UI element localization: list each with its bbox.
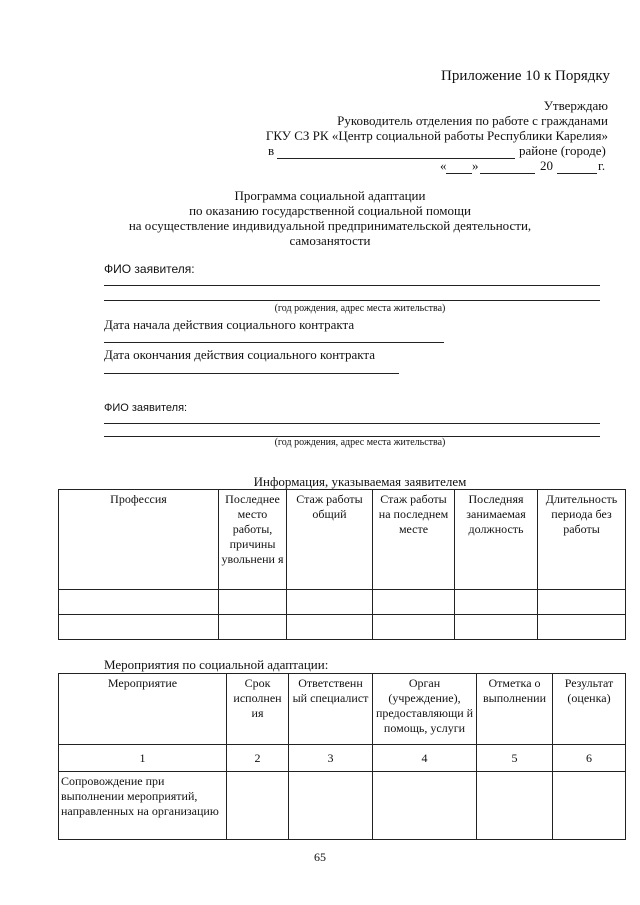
table-row <box>59 772 626 840</box>
page-number: 65 <box>314 850 326 864</box>
date-open-quote: « <box>440 158 447 173</box>
table-row <box>59 590 626 615</box>
table-cell[interactable] <box>287 590 373 615</box>
district-suffix: районе (городе) <box>519 143 606 158</box>
column-number: 6 <box>553 745 626 772</box>
fio-line-1[interactable] <box>104 285 600 286</box>
date-day-line[interactable] <box>446 173 472 174</box>
birth-caption: (год рождения, адрес места жительства) <box>274 303 446 314</box>
program-title-line-2: по оказанию государственной социальной помощи <box>189 203 471 218</box>
column-number: 5 <box>477 745 553 772</box>
fio-label-2: ФИО заявителя: <box>104 402 188 414</box>
info-header-last-job: Последнее место работы, причины увольнени я <box>219 490 287 590</box>
fio-line-2[interactable] <box>104 300 600 301</box>
events-table <box>58 673 626 840</box>
date-year-line[interactable] <box>557 173 597 174</box>
date-year-prefix: 20 <box>540 158 553 173</box>
contract-start-line[interactable] <box>104 342 444 343</box>
appendix-title: Приложение 10 к Порядку <box>441 68 610 84</box>
table-cell[interactable] <box>219 590 287 615</box>
info-table-caption: Информация, указываемая заявителем <box>253 474 467 489</box>
date-year-suffix: г. <box>598 158 606 173</box>
table-cell[interactable] <box>59 615 219 640</box>
district-prefix: в <box>268 143 275 158</box>
contract-end-line[interactable] <box>104 373 399 374</box>
column-number: 1 <box>59 745 227 772</box>
activity-cell: Сопровождение при выполнении мероприятий, направленных на организацию <box>59 772 227 840</box>
fio-label: ФИО заявителя: <box>104 262 195 276</box>
contract-start-label: Дата начала действия социального контракта <box>104 317 355 332</box>
date-month-line[interactable] <box>480 173 535 174</box>
program-title-line-4: самозанятости <box>289 233 371 248</box>
events-header-activity: Мероприятие <box>59 674 227 745</box>
info-header-unemployment-period: Длительность периода без работы <box>538 490 626 590</box>
contract-end-label: Дата окончания действия социального контракта <box>104 347 376 362</box>
table-cell[interactable] <box>219 615 287 640</box>
table-cell[interactable] <box>227 772 289 840</box>
column-number: 2 <box>227 745 289 772</box>
program-title-line-1: Программа социальной адаптации <box>234 188 426 203</box>
events-header-agency: Орган (учреждение), предоставляющи й помощь, услуги <box>373 674 477 745</box>
date-close-quote: » <box>472 158 479 173</box>
table-cell[interactable] <box>538 615 626 640</box>
events-header-completion: Отметка о выполнении <box>477 674 553 745</box>
column-number-row <box>59 745 626 772</box>
column-number: 4 <box>373 745 477 772</box>
head-line-2: ГКУ СЗ РК «Центр социальной работы Республики Карелия» <box>265 128 608 143</box>
table-cell[interactable] <box>373 772 477 840</box>
table-cell[interactable] <box>373 615 455 640</box>
approve-label: Утверждаю <box>543 98 608 113</box>
table-row <box>59 615 626 640</box>
events-table-caption: Мероприятия по социальной адаптации: <box>104 657 329 672</box>
fio-2-line-1[interactable] <box>104 423 600 424</box>
table-cell[interactable] <box>287 615 373 640</box>
table-cell[interactable] <box>455 615 538 640</box>
birth-caption-2: (год рождения, адрес места жительства) <box>274 437 446 448</box>
info-header-profession: Профессия <box>59 490 219 590</box>
table-cell[interactable] <box>538 590 626 615</box>
head-line-1: Руководитель отделения по работе с гражданами <box>337 113 608 128</box>
info-header-last-experience: Стаж работы на последнем месте <box>373 490 455 590</box>
column-number: 3 <box>289 745 373 772</box>
table-cell[interactable] <box>455 590 538 615</box>
table-cell[interactable] <box>373 590 455 615</box>
events-header-deadline: Срок исполнен ия <box>227 674 289 745</box>
info-header-last-position: Последняя занимаемая должность <box>455 490 538 590</box>
table-cell[interactable] <box>477 772 553 840</box>
events-header-responsible: Ответственн ый специалист <box>289 674 373 745</box>
table-cell[interactable] <box>553 772 626 840</box>
table-cell[interactable] <box>289 772 373 840</box>
program-title-line-3: на осуществление индивидуальной предпринимательской деятельности, <box>128 218 532 233</box>
events-header-result: Результат (оценка) <box>553 674 626 745</box>
district-line[interactable] <box>277 158 515 159</box>
info-header-total-experience: Стаж работы общий <box>287 490 373 590</box>
info-table <box>58 489 626 640</box>
table-cell[interactable] <box>59 590 219 615</box>
